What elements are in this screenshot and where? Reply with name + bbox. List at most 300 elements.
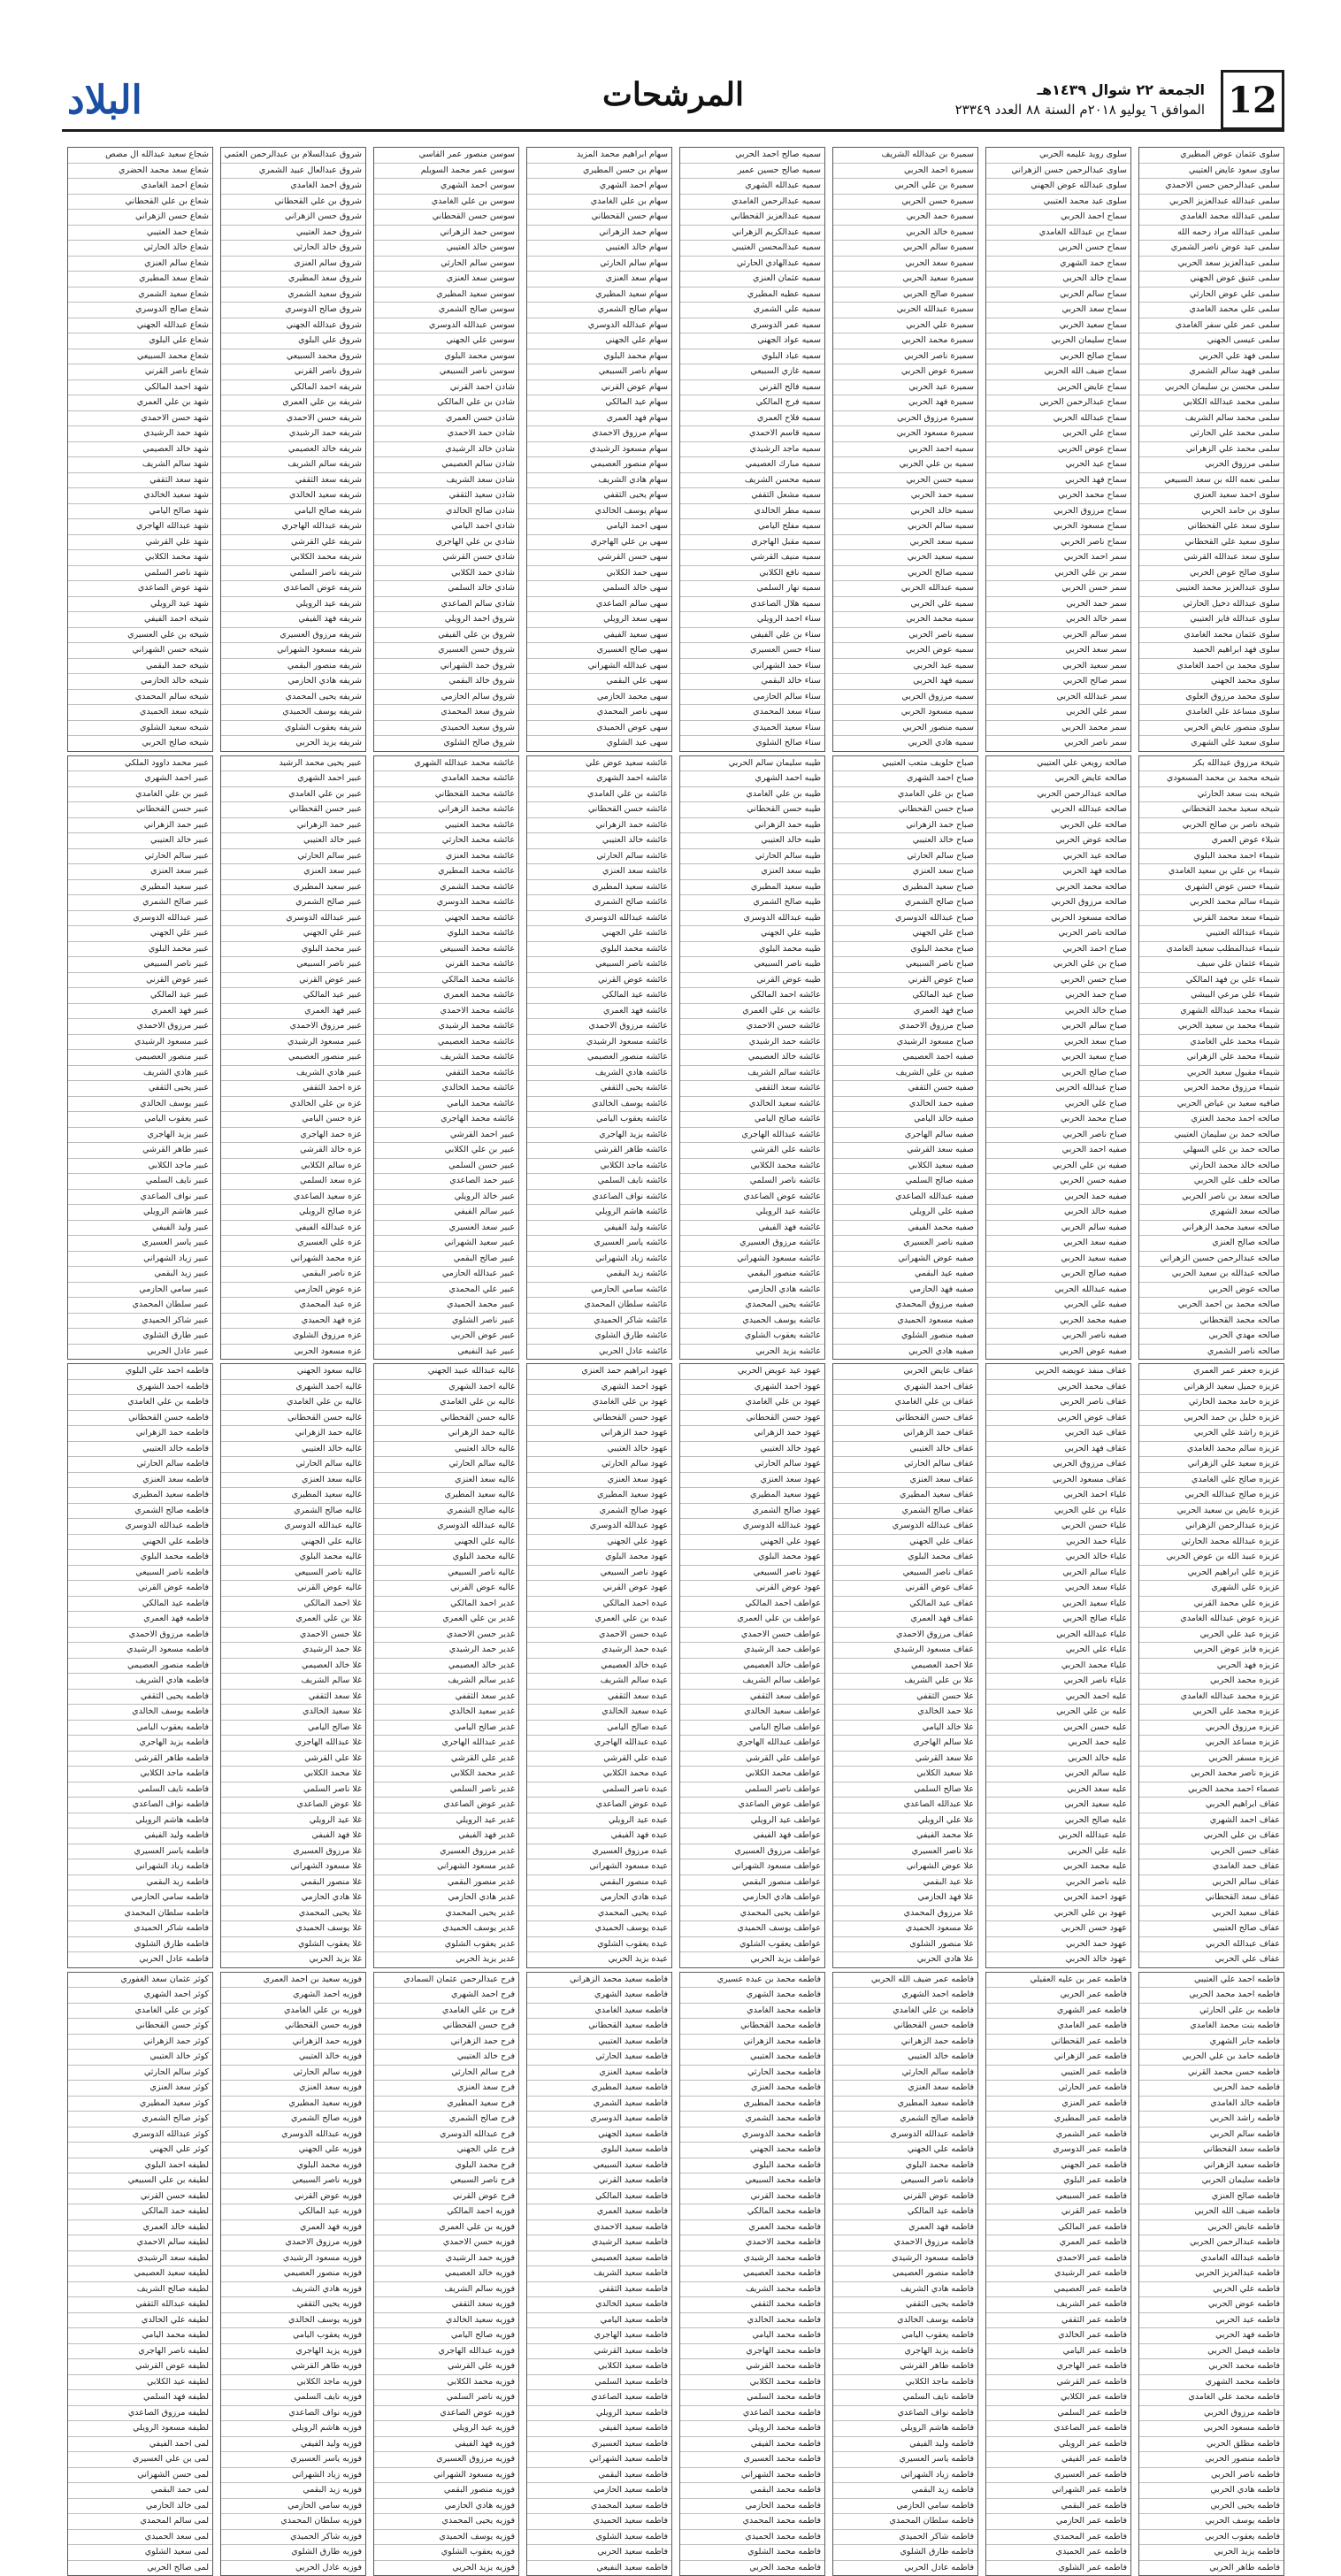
list-item: عبير عيد المالكي	[221, 988, 365, 1004]
list-item: لمى حمد البقمي	[68, 2483, 212, 2499]
list-item: عهود محمد البلوي	[680, 1550, 824, 1566]
list-item: شريفه علي القرشي	[221, 535, 365, 551]
list-block	[220, 147, 366, 752]
list-item: فاطمه عمر المالكي	[986, 2220, 1130, 2236]
list-item: صباح عبدالله الحربي	[986, 1081, 1130, 1097]
list-item: صباح محمد الحربي	[986, 1112, 1130, 1128]
list-item: عليه حسن الحربي	[986, 1721, 1130, 1736]
list-item: فاطمه ياسر العسيري	[68, 1844, 212, 1860]
list-item: صباح احمد الحربي	[986, 942, 1130, 958]
list-item: طيبه علي الجهني	[680, 926, 824, 942]
list-item: فاطمه حمد الزهراني	[68, 1426, 212, 1442]
list-item: شادن سعيد الثقفي	[374, 488, 518, 504]
list-item: فاطمه يزيد الهاجري	[833, 2344, 977, 2360]
list-item: شروق علي البلوي	[221, 334, 365, 349]
list-item: فوزيه صالح اليامي	[374, 2328, 518, 2344]
list-item: فاطمه سعيد الحربي	[527, 2545, 671, 2561]
list-item: عزه خالد القرشي	[221, 1143, 365, 1159]
list-item: فاطمه فهد العمري	[68, 1612, 212, 1628]
list-item: غلا يزيد الحربي	[221, 1952, 365, 1967]
list-item: عبير مسعود الرشيدي	[68, 1035, 212, 1051]
list-item: سناء خالد البقمي	[680, 674, 824, 690]
list-item: فاطمه ناصر الحربي	[1139, 2468, 1284, 2484]
list-column	[220, 147, 366, 1914]
list-item: فاطمه عمر الثقفي	[986, 2313, 1130, 2329]
list-item: صالحه مسعود الحربي	[986, 911, 1130, 927]
list-item: عيده صالح اليامي	[527, 1721, 671, 1736]
list-item: عزه محمد الشهراني	[221, 1252, 365, 1268]
list-item: عزه سعيد الصاعدي	[221, 1190, 365, 1206]
list-item: غدير يزيد الحربي	[374, 1952, 518, 1967]
list-item: عبير عبدالله الدوسري	[68, 911, 212, 927]
list-item: شريفه يحيى المحمدي	[221, 690, 365, 706]
list-item: سلمى عبدالله مراد رحمه الله	[1139, 226, 1284, 242]
list-item: سماح سالم الحربي	[986, 288, 1130, 303]
list-item: سناء حمد الشهراني	[680, 659, 824, 675]
list-item: سلمى عبدالله محمد الغامدي	[1139, 210, 1284, 226]
list-item: فاطمه مسعود الرشيدي	[68, 1643, 212, 1659]
list-item: علياء عبدالله الحربي	[986, 1628, 1130, 1644]
list-item: لطيفه صالح الشريف	[68, 2282, 212, 2298]
list-item: غاليه سعد العنزي	[374, 1473, 518, 1489]
list-block	[67, 1972, 213, 2576]
list-item: عفاف علي الحربي	[1139, 1952, 1284, 1967]
list-item: سميه بن علي الحربي	[833, 457, 977, 473]
list-item: سميه مرزوق الحربي	[833, 690, 977, 706]
list-item: عيده علي القرشي	[527, 1752, 671, 1767]
list-item: غلا مرزوق العسيري	[221, 1844, 365, 1860]
list-item: عواطف محمد الكلابي	[680, 1767, 824, 1782]
list-item: عبير احمد الشهري	[221, 771, 365, 787]
list-item: فاطمه يوسف الحربي	[1139, 2514, 1284, 2530]
list-item: عائشه محمد الدوسري	[374, 895, 518, 911]
list-item: فاطمه عبدالله الدوسري	[68, 1519, 212, 1535]
list-item: عزيزه عبدالرحمن الزهراني	[1139, 1519, 1284, 1535]
list-item: فاطمه احمد محمد الحربي	[1139, 1988, 1284, 2004]
list-item: سمر علي الحربي	[986, 705, 1130, 721]
list-item: فاطمه شاكر الحميدي	[68, 1921, 212, 1937]
list-item: عفاف خالد العتيبي	[833, 1442, 977, 1458]
list-item: عبير وليد الفيفي	[68, 1221, 212, 1237]
list-item: فاطمه سعيد الزهراني	[1139, 2158, 1284, 2174]
list-item: فاطمه محمد الرويلي	[680, 2421, 824, 2437]
list-item: عائشه ماجد الكلابي	[527, 1159, 671, 1175]
list-item: صباح حمد الحربي	[986, 988, 1130, 1004]
list-item: غدير بن علي العمري	[374, 1612, 518, 1628]
list-item: لطيفه عيد الكلابي	[68, 2375, 212, 2391]
list-item: سهام منصور العصيمي	[527, 457, 671, 473]
list-item: غدير عبدالله الهاجري	[374, 1736, 518, 1752]
list-item: صالحه عوض الحربي	[986, 833, 1130, 849]
list-item: عبير سعد العنزي	[221, 864, 365, 880]
list-item: سميه نهار السلمي	[680, 581, 824, 597]
list-item: عهود صالح الشمري	[680, 1504, 824, 1520]
list-block	[526, 1363, 672, 1968]
list-item: سلوى بن حامد الحربي	[1139, 504, 1284, 520]
list-item: غدير حسن الاحمدي	[374, 1628, 518, 1644]
list-item: فوزيه يحيى المحمدي	[374, 2514, 518, 2530]
list-item: فاطمه سعيد القرني	[527, 2174, 671, 2189]
list-item: عهود حسن القحطاني	[527, 1411, 671, 1427]
list-item: سلوى مساعد علي الغامدي	[1139, 705, 1284, 721]
list-item: سميه فالح القرني	[680, 380, 824, 396]
list-item: فاطمه حمد الزهراني	[833, 2035, 977, 2051]
list-item: غاليه سعيد المطيري	[221, 1488, 365, 1504]
list-item: لمى حسن الشهراني	[68, 2468, 212, 2484]
list-item: فاطمه محمد الحربي	[1139, 2359, 1284, 2375]
list-item: فاطمه مطلق الحربي	[1139, 2437, 1284, 2453]
list-item: غاليه صالح الشمري	[221, 1504, 365, 1520]
list-item: عيده يوسف الحميدي	[527, 1921, 671, 1937]
list-item: طيبه محمد البلوي	[680, 942, 824, 958]
list-item: فاطمه عادل الحربي	[833, 2561, 977, 2576]
list-item: شادي سالم الصاعدي	[374, 597, 518, 613]
list-item: عهود احمد الحربي	[986, 1890, 1130, 1906]
list-item: عبير علي الجهني	[68, 926, 212, 942]
list-item: فاطمه محمد الزهراني	[680, 2035, 824, 2051]
list-item: فاطمه سعيد الشريف	[527, 2266, 671, 2282]
list-item: سمر سعد الحربي	[986, 643, 1130, 659]
list-item: فاطمه سعيد القرشي	[527, 2344, 671, 2360]
list-item: عائشه يوسف الخالدي	[527, 1097, 671, 1113]
list-item: لطيفه سالم الاحمدي	[68, 2235, 212, 2251]
list-item: فاطمه سعيد العمري	[527, 2204, 671, 2220]
list-item: فاطمه سعيد العصيمي	[527, 2251, 671, 2267]
list-item: لمى سعيد الشلوي	[68, 2545, 212, 2561]
list-item: عائشه عيد الرويلي	[680, 1205, 824, 1221]
list-item: شيخه ناصر بن صالح الحربي	[1139, 818, 1284, 834]
list-item: فاطمه محمد الشهري	[680, 1988, 824, 2004]
list-item: كوثر صالح الشمري	[68, 2112, 212, 2128]
list-item: شعاع محمد السبيعي	[68, 349, 212, 365]
list-item: سميه هادي الحربي	[833, 736, 977, 751]
list-item: عهود علي الجهني	[680, 1535, 824, 1551]
list-item: فاطمه يزيد الهاجري	[68, 1736, 212, 1752]
list-item: فوزيه حمد الرشيدي	[374, 2251, 518, 2267]
list-item: سلمى عتيق عوض الجهني	[1139, 272, 1284, 288]
list-item: فرح سعيد المطيري	[374, 2097, 518, 2112]
list-item: علا هادي الحربي	[833, 1952, 977, 1967]
list-item: عفاف عوض القرني	[833, 1581, 977, 1597]
list-item: سوسن سعيد المطيري	[374, 288, 518, 303]
list-item: سميه عبدالله الشهري	[680, 179, 824, 195]
list-item: عزيزه حامد محمد الحارثي	[1139, 1395, 1284, 1411]
list-item: عائشه يوسف الحميدي	[680, 1314, 824, 1330]
list-item: سمر صالح الحربي	[986, 674, 1130, 690]
list-item: عواطف صالح اليامي	[680, 1721, 824, 1736]
list-item: علا بن علي الشريف	[833, 1674, 977, 1690]
list-item: كوثر علي الجهني	[68, 2143, 212, 2158]
list-item: سميه قاسم الاحمدي	[680, 426, 824, 442]
list-item: سلوى عثمان محمد الغامدي	[1139, 628, 1284, 644]
list-item: طيبه ناصر السبيعي	[680, 957, 824, 973]
list-item: فاطمه سعيد الثقفي	[527, 2282, 671, 2298]
list-item: عزيزه محمد عبدالله الغامدي	[1139, 1690, 1284, 1706]
list-item: شيماء سالم محمد الحربي	[1139, 895, 1284, 911]
list-item: فوزيه سالم الحارثي	[221, 2066, 365, 2082]
list-item: شادن سعد الشريف	[374, 473, 518, 489]
list-item: عيده ناصر السلمي	[527, 1782, 671, 1798]
list-item: فرح صالح الشمري	[374, 2112, 518, 2128]
list-item: عيده عبدالله الهاجري	[527, 1736, 671, 1752]
list-item: سهام سعد العنزي	[527, 272, 671, 288]
list-item: صفيه سالم الهاجري	[833, 1128, 977, 1144]
list-item: سمر عبدالله الحربي	[986, 690, 1130, 706]
list-item: سوسن حمد الزهراني	[374, 226, 518, 242]
list-item: عواطف علي القرشي	[680, 1752, 824, 1767]
list-item: غاليه محمد البلوي	[221, 1550, 365, 1566]
list-item: شعاع سعد المطيري	[68, 272, 212, 288]
list-item: عائشه محمد الزهراني	[374, 802, 518, 818]
list-item: شروق سعيد الشمري	[221, 288, 365, 303]
list-item: سماح عيد الحربي	[986, 457, 1130, 473]
list-item: علا محمد الفيفي	[833, 1828, 977, 1844]
list-item: شريفه عوض الصاعدي	[221, 581, 365, 597]
list-item: علياء علي الحربي	[986, 1643, 1130, 1659]
list-item: غاليه صالح الشمري	[374, 1504, 518, 1520]
list-item: عائشه محمد العنزي	[374, 849, 518, 865]
list-item: غلا خالد العصيمي	[221, 1659, 365, 1675]
list-item: فاطمه احمد علي العتيبي	[1139, 1973, 1284, 1989]
list-item: سميرة عبدالله الحربي	[833, 303, 977, 318]
list-block	[220, 755, 366, 1361]
list-item: غاليه حمد الزهراني	[221, 1426, 365, 1442]
list-item: فوزيه ياسر العسيري	[221, 2452, 365, 2468]
list-item: فاطمه محمد البلوي	[833, 2158, 977, 2174]
list-item: عائشه محمد الجهني	[374, 911, 518, 927]
list-item: شروق عبدالسلام بن عبدالرحمن العثمي	[221, 148, 365, 164]
list-item: فاطمه نايف السلمي	[68, 1782, 212, 1798]
list-item: فرح علي الجهني	[374, 2143, 518, 2158]
list-item: عائشه سعد العنزي	[527, 864, 671, 880]
list-item: صفيه مرزوق المحمدي	[833, 1298, 977, 1314]
list-item: سميه محسن الشريف	[680, 473, 824, 489]
list-item: عبير حسن القحطاني	[68, 802, 212, 818]
list-item: صالحه رويعي علي العتيبي	[986, 756, 1130, 772]
list-item: شريفه خالد العصيمي	[221, 442, 365, 458]
list-item: علا علي الرويلي	[833, 1813, 977, 1829]
list-item: سميه عبدالعزيز القحطاني	[680, 210, 824, 226]
list-item: فاطمه هاشم الرويلي	[833, 2421, 977, 2437]
list-item: عبير يحيى محمد الرشيد	[221, 756, 365, 772]
list-item: سميرة عوض الحربي	[833, 364, 977, 380]
list-item: صفيه سعيد الكلابي	[833, 1159, 977, 1175]
list-item: فاطمه سعيد البقمي	[527, 2468, 671, 2484]
list-item: فاطمه عمر بن عليه العقيلي	[986, 1973, 1130, 1989]
list-item: سميه صالح الحربي	[833, 566, 977, 582]
list-item: عائشه منصور العصيمي	[527, 1050, 671, 1066]
list-item: لمى سالم المحمدي	[68, 2514, 212, 2530]
list-item: سوسن حسن القحطاني	[374, 210, 518, 226]
list-item: سلمى عبدالله عبدالعزيز الحربي	[1139, 195, 1284, 211]
list-item: علا سعد القرشي	[833, 1752, 977, 1767]
list-item: عائشه سالم الشريف	[680, 1066, 824, 1082]
list-item: صالحه حمد بن سليمان العتيبي	[1139, 1128, 1284, 1144]
list-item: عزيزه ناصر محمد الحربي	[1139, 1767, 1284, 1782]
list-item: فاطمه مرزوق الاحمدي	[833, 2235, 977, 2251]
list-item: فاطمه طاهر القرشي	[68, 1752, 212, 1767]
list-item: فوزيه عبدالله الهاجري	[374, 2344, 518, 2360]
list-item: فاطمه سعيد الحميدي	[527, 2514, 671, 2530]
list-item: شروق عبدالله الجهني	[221, 318, 365, 334]
list-item: فاطمه عمر القحطاني	[986, 2035, 1130, 2051]
list-item: عائشه حمد الزهراني	[527, 818, 671, 834]
list-item: عبير احمد القرشي	[374, 1128, 518, 1144]
list-item: فوزيه ماجد الكلابي	[221, 2375, 365, 2391]
list-item: سمر محمد الحربي	[986, 721, 1130, 737]
list-item: عفاف حمد الزهراني	[833, 1426, 977, 1442]
list-item: فاطمه سعيد الرويلي	[527, 2406, 671, 2422]
list-item: شيخه صالح الحربي	[68, 736, 212, 751]
list-item: شروق احمد الغامدي	[221, 179, 365, 195]
list-item: عصماء احمد محمد الحربي	[1139, 1782, 1284, 1798]
list-item: صفيه حمد الخالدي	[833, 1097, 977, 1113]
list-item: عبير ناصر الشلوي	[374, 1314, 518, 1330]
list-item: عائشه عوض الصاعدي	[680, 1190, 824, 1206]
list-item: فاطمه يوسف الخالدي	[68, 1705, 212, 1721]
list-item: سلوى منصور عايض الحربي	[1139, 721, 1284, 737]
list-item: عبير فهد العمري	[68, 1004, 212, 1020]
list-item: شعاع حسن الزهراني	[68, 210, 212, 226]
list-item: سوسن محمد البلوي	[374, 349, 518, 365]
list-item: عبير ناصر السبيعي	[221, 957, 365, 973]
list-item: فاطمه عمر الشهراني	[986, 2483, 1130, 2499]
list-item: فاطمه احمد الشهري	[833, 1988, 977, 2004]
list-item: عائشه سعيد عوض علي	[527, 756, 671, 772]
list-item: فرح حمد الزهراني	[374, 2035, 518, 2051]
list-item: سميرة حمد الحربي	[833, 210, 977, 226]
list-item: فاطمه عمر العصيمي	[986, 2282, 1130, 2298]
list-item: عيده هادي الحازمي	[527, 1890, 671, 1906]
list-item: فوزيه سعيد بن احمد العمري	[221, 1973, 365, 1989]
list-item: علا عوض الشهراني	[833, 1859, 977, 1875]
list-item: فاطمه سعيد القحطاني	[527, 2019, 671, 2035]
list-item: عائشه سعيد الخالدي	[680, 1097, 824, 1113]
list-item: عبير محمد الحميدي	[374, 1298, 518, 1314]
list-item: عائشه محمد المالكي	[374, 973, 518, 989]
list-item: عفاف عبدالله الحربي	[1139, 1937, 1284, 1953]
list-item: فاطمه شاكر الحميدي	[833, 2530, 977, 2546]
list-item: سميه صالح حسين عمير	[680, 164, 824, 180]
list-item: عليه عبدالله الحربي	[986, 1828, 1130, 1844]
list-item: فاطمه عمر الخالدي	[986, 2328, 1130, 2344]
list-item: عزه فهد الحميدي	[221, 1314, 365, 1330]
list-item: طيبه سعيد المطيري	[680, 880, 824, 896]
list-item: فوزيه سامي الحازمي	[221, 2499, 365, 2515]
list-item: فاطمه سعيد العسيري	[527, 2437, 671, 2453]
list-item: سوسن احمد الشهري	[374, 179, 518, 195]
list-item: غلا ناصر السلمي	[221, 1782, 365, 1798]
list-item: لطيفه سعيد العصيمي	[68, 2266, 212, 2282]
list-item: سميه خالد الحربي	[833, 504, 977, 520]
list-item: عليه ناصر الحربي	[986, 1875, 1130, 1891]
list-item: فاطمه محمد القرشي	[680, 2359, 824, 2375]
list-item: سلوى سعد علي القحطاني	[1139, 519, 1284, 535]
list-item: عيده سالم الشريف	[527, 1674, 671, 1690]
list-item: فاطمه سلطان المحمدي	[833, 2514, 977, 2530]
list-item: شروق بن علي القحطاني	[221, 195, 365, 211]
list-item: عائشه محمد اليامي	[374, 1097, 518, 1113]
list-item: سماح عبدالرحمن الحربي	[986, 395, 1130, 411]
list-item: سميه حسن الحربي	[833, 473, 977, 489]
list-item: عهود حمد الزهراني	[680, 1426, 824, 1442]
list-item: فاطمه عمر الحميدي	[986, 2545, 1130, 2561]
list-item: صباح بن علي الغامدي	[833, 787, 977, 803]
list-item: غدير محمد الكلابي	[374, 1767, 518, 1782]
list-item: عبير طارق الشلوي	[68, 1329, 212, 1345]
list-item: صفيه عوض الشهراني	[833, 1252, 977, 1268]
list-item: عزه صالح الرويلي	[221, 1205, 365, 1221]
list-item: شعاع خالد الحارثي	[68, 241, 212, 257]
list-item: عيده يعقوب الشلوي	[527, 1937, 671, 1953]
list-item: عهود ناصر السبيعي	[680, 1566, 824, 1582]
list-item: غاليه حسن القحطاني	[374, 1411, 518, 1427]
list-item: غدير هادي الحازمي	[374, 1890, 518, 1906]
list-item: عائشه عبدالله الدوسري	[527, 911, 671, 927]
list-item: لمى بن علي العسيري	[68, 2452, 212, 2468]
list-item: علياء سالم الحربي	[986, 1566, 1130, 1582]
list-item: عائشه محمد عبدالله الشهري	[374, 756, 518, 772]
list-item: فرح ناصر السبيعي	[374, 2174, 518, 2189]
list-item: سميه فهد الحربي	[833, 674, 977, 690]
list-item: علياء سعد الحربي	[986, 1581, 1130, 1597]
list-item: فاطمه سعيد الجهني	[527, 2128, 671, 2143]
list-item: فوزيه احمد الشهري	[221, 1988, 365, 2004]
list-item: فاطمه يحيى الحربي	[1139, 2499, 1284, 2515]
list-item: شيماء مرزوق محمد الحربي	[1139, 1081, 1284, 1097]
list-item: فوزيه احمد المالكي	[374, 2204, 518, 2220]
list-item: عائشه منصور البقمي	[680, 1267, 824, 1283]
list-item: فاطمه سعيد السبيعي	[527, 2158, 671, 2174]
list-item: عهود علي الجهني	[527, 1535, 671, 1551]
list-item: فاطمه عمر القرني	[986, 2204, 1130, 2220]
list-item: شروق خالد البقمي	[374, 674, 518, 690]
list-item: صالحه عبدالرحمن الحربي	[986, 787, 1130, 803]
list-item: صفيه محمد الحربي	[986, 1314, 1130, 1330]
list-item: غدير عوض الصاعدي	[374, 1798, 518, 1813]
list-item: فاطمه وليد الفيفي	[68, 1828, 212, 1844]
list-item: عهود صالح الشمري	[527, 1504, 671, 1520]
list-item: عائشه بن علي العمري	[680, 1004, 824, 1020]
list-item: لطيفه مرزوق الصاعدي	[68, 2406, 212, 2422]
list-item: عفاف عبدالله الدوسري	[833, 1519, 977, 1535]
list-item: شهد عوض الصاعدي	[68, 581, 212, 597]
list-item: سلوى عبدالله فايز العتيبي	[1139, 612, 1284, 628]
list-item: عائشه صالح اليامي	[680, 1112, 824, 1128]
list-item: عزه مسعود الحربي	[221, 1345, 365, 1360]
list-item: عائشه حسن القحطاني	[527, 802, 671, 818]
list-item: سلوى عيد محمد العتيبي	[986, 195, 1130, 211]
list-item: عبير ناصر السبيعي	[68, 957, 212, 973]
list-item: سميه منيف القرشي	[680, 550, 824, 566]
list-item: عبير عبدالله الحازمي	[374, 1267, 518, 1283]
list-item: سلوى عثمان عوض المطيري	[1139, 148, 1284, 164]
list-item: علا احمد العصيمي	[833, 1659, 977, 1675]
list-item: صفيه مسعود الحميدي	[833, 1314, 977, 1330]
list-item: عبير عيد المالكي	[68, 988, 212, 1004]
list-item: عهود حمد الزهراني	[527, 1426, 671, 1442]
list-item: فاطمه عمر اليامي	[986, 2344, 1130, 2360]
list-item: فاطمه سليمان الحربي	[1139, 2174, 1284, 2189]
list-item: عواطف سالم الشريف	[680, 1674, 824, 1690]
list-item: سوسن سالم الحارثي	[374, 257, 518, 272]
list-item: شهد سعيد الخالدي	[68, 488, 212, 504]
list-item: فاطمه عمر الحربي	[986, 1988, 1130, 2004]
list-item: عهود احمد الشهري	[527, 1380, 671, 1396]
list-item: فوزيه مسعود الرشيدي	[221, 2251, 365, 2267]
list-item: فوزيه علي الجهني	[221, 2143, 365, 2158]
list-item: عزه عيد المحمدي	[221, 1298, 365, 1314]
